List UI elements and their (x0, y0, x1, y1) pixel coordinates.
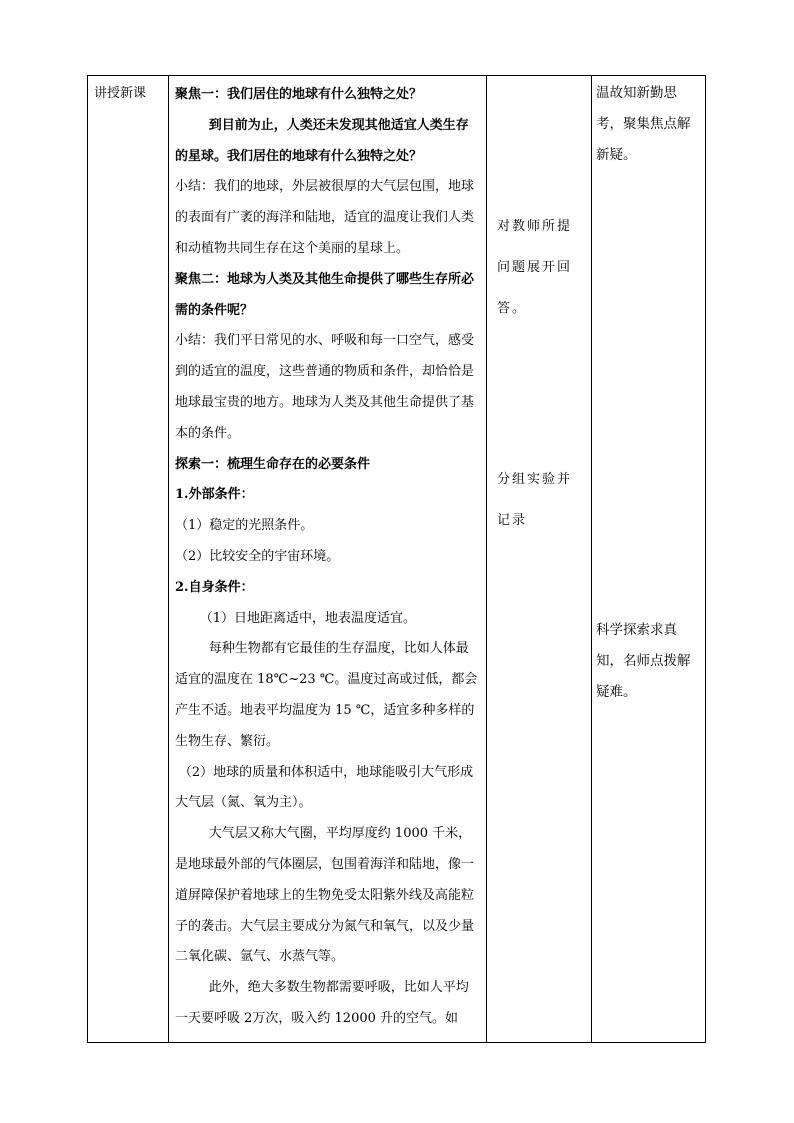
content-paragraph: 1.外部条件： (175, 487, 254, 503)
student-activity-experiment: 分组实验并记录 (497, 472, 573, 528)
content-paragraph: 聚焦二：地球为人类及其他生命提供了哪些生存所必需的条件呢？ (175, 271, 475, 318)
content-paragraph: 每种生物都有它最佳的生存温度，比如人体最适宜的温度在 18℃~23 ℃。温度过高或过低，都会产生不适。地表平均温度为 15 ℃，适宜多种多样的生物生存、繁衍。 (175, 641, 478, 749)
content-list (175, 80, 478, 1035)
section-cell (88, 76, 168, 1042)
content-paragraph: 到目前为止，人类还未发现其他适宜人类生存的星球。我们居住的地球有什么独特之处？ (175, 117, 469, 164)
content-paragraph: （2）比较安全的宇宙环境。 (175, 548, 340, 564)
content-paragraph: 聚焦一：我们居住的地球有什么独特之处？ (175, 87, 423, 102)
student-activity-cell (487, 76, 591, 1042)
content-paragraph: （1）稳定的光照条件。 (175, 518, 314, 534)
content-paragraph: 此外，绝大多数生物都需要呼吸，比如人平均一天要呼吸 2万次，吸入约 12000 升的空气。如 (175, 980, 469, 1026)
content-paragraph: 探索一：梳理生命存在的必要条件 (175, 456, 371, 472)
content-paragraph: （2）地球的质量和体积适中，地球能吸引大气形成大气层（氮、氧为主）。 (175, 764, 474, 811)
content-paragraph: 2.自身条件： (175, 579, 254, 595)
student-activity-answer: 对教师所提问题展开回答。 (497, 219, 573, 316)
section-label: 讲授新课 (94, 86, 147, 101)
design-intent-explore: 科学探索求真知，名师点拨解疑难。 (596, 622, 691, 700)
content-paragraph: （1）日地距离适中，地表温度适宜。 (199, 610, 416, 626)
content-paragraph: 大气层又称大气圈，平均厚度约 1000 千米，是地球最外部的气体圈层，包围着海洋和陆地，像一道屏障保护着地球上的生物免受太阳紫外线及高能粒子的袭击。大气层主要成分为氮气和氧气，以及少量二氧化碳、氩气、水蒸气等。 (175, 826, 475, 965)
content-paragraph: 小结：我们的地球，外层被很厚的大气层包围，地球的表面有广袤的海洋和陆地，适宜的温度让我们人类和动植物共同生存在这个美丽的星球上。 (175, 179, 475, 256)
content-paragraph: 小结：我们平日常见的水、呼吸和每一口空气，感受到的适宜的温度，这些普通的物质和条件，却恰恰是地球最宝贵的地方。地球为人类及其他生命提供了基本的条件。 (175, 333, 475, 441)
lesson-table (87, 75, 706, 1043)
design-intent-review: 温故知新勤思考，聚集焦点解新疑。 (596, 85, 691, 163)
design-intent-cell (592, 76, 707, 1042)
content-cell (169, 76, 486, 1042)
